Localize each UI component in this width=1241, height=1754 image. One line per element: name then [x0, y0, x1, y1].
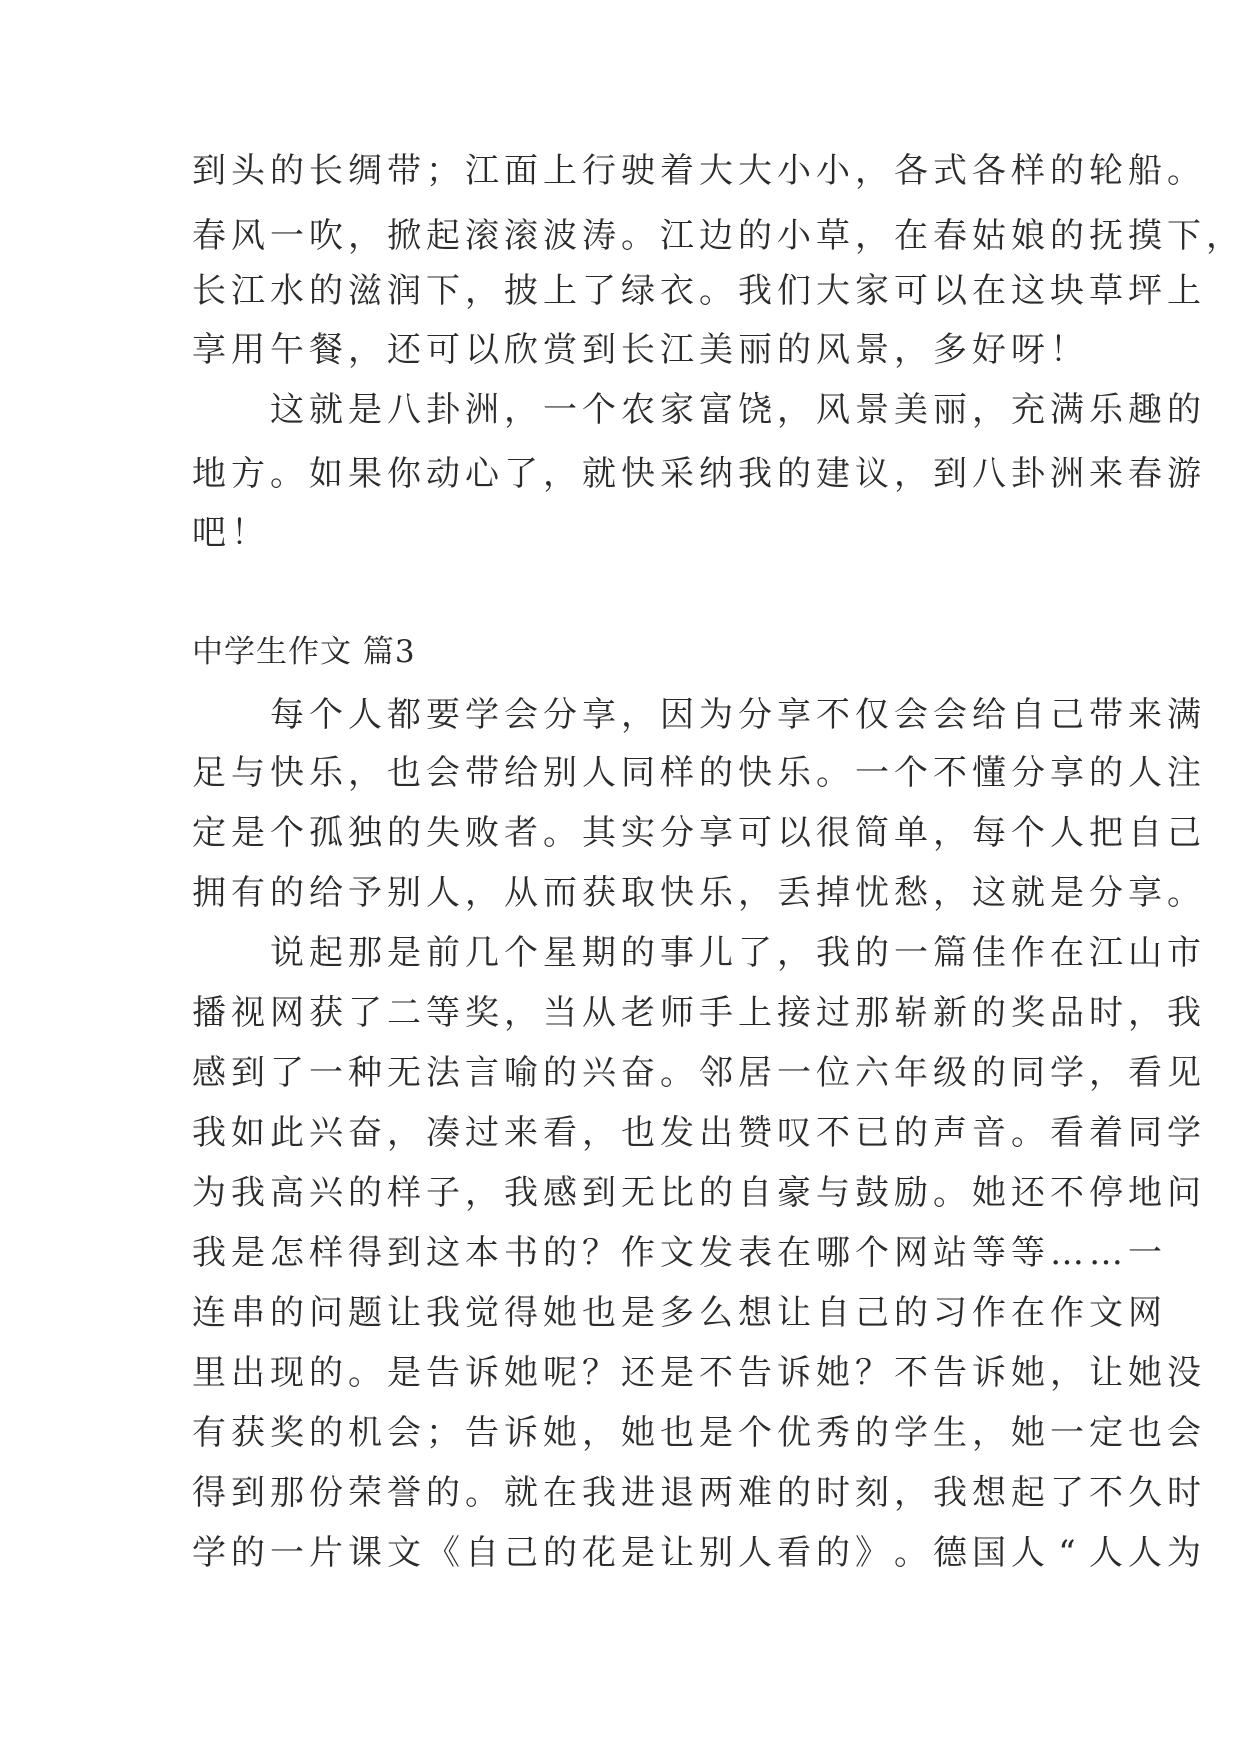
document-page: 到 头 的 长 绸 带 ； 江 面 上 行 驶 着 大 大 小 小 ， 各 式 各 样 的 轮 船 。 春 风 一 吹 ， 掀 起 滚 滚 波 涛 。 江 边 的 小 草 ， 在 春 姑 娘 的 抚 摸 下 ， 长 江 水 的 滋 润 下 ， 披 上 了 绿 衣 。 我 们 大 家 可 以 在 这 块 草 坪 上 享 用 午 餐 ， 还 可 以 欣 赏 到 长 江 美 丽 的 风 景 ， 多 好 呀 ！ 这 就 是 八 卦 洲 ， 一 个 农 家 富 饶 ， 风 景 美 丽 ， 充 满 乐 趣 的 地 方 。 如 果 你 动 心 了 ， 就 快 采 纳 我 的 建 议 ， 到 八 卦 洲 来 春 游 吧 ！ 中学生作文 篇3 每 个 人 都 要 学 会 分 享 ， 因 为 分 享 不 仅 会 会 给 自 己 带 来 满 足 与 快 乐 ， 也 会 带 给 别 人 同 样 的 快 乐 。 一 个 不 懂 分 享 的 人 注 定 是 个 孤 独 的 失 败 者 。 其 实 分 享 可 以 很 简 单 ， 每 个 人 把 自 己 拥 有 的 给 予 别 人 ， 从 而 获 取 快 乐 ， 丢 掉 忧 愁 ， 这 就 是 分 享 。 说 起 那 是 前 几 个 星 期 的 事 儿 了 ， 我 的 一 篇 佳 作 在 江 山 市 播 视 网 获 了 二 等 奖 ， 当 从 老 师 手 上 接 过 那 崭 新 的 奖 品 时 ， 我 感 到 了 一 种 无 法 言 喻 的 兴 奋 。 邻 居 一 位 六 年 级 的 同 学 ， 看 见 我 如 此 兴 奋 ， 凑 过 来 看 ， 也 发 出 赞 叹 不 已 的 声 音 。 看 着 同 学 为 我 高 兴 的 样 子 ， 我 感 到 无 比 的 自 豪 与 鼓 励 。 她 还 不 停 地 问 我 是 怎 样 得 到 这 本 书 的 ？ 作 文 发 表 在 哪 个 网 站 等 等 … … 一 连 串 的 问 题 让 我 觉 得 她 也 是 多 么 想 让 自 己 的 习 作 在 作 文 网 里 出 现 的 。 是 告 诉 她 呢 ？ 还 是 不 告 诉 她 ？ 不 告 诉 她 ， 让 她 没 有 获 奖 的 机 会 ； 告 诉 她 ， 她 也 是 个 优 秀 的 学 生 ， 她 一 定 也 会 得 到 那 份 荣 誉 的 。 就 在 我 进 退 两 难 的 时 刻 ， 我 想 起 了 不 久 时 学 的 一 片 课 文 《 自 己 的 花 是 让 别 人 看 的 》 。 德 国 人 “ 人 人 为	[192, 151, 1240, 1573]
section-heading: 中学生作文 篇3	[192, 634, 416, 670]
